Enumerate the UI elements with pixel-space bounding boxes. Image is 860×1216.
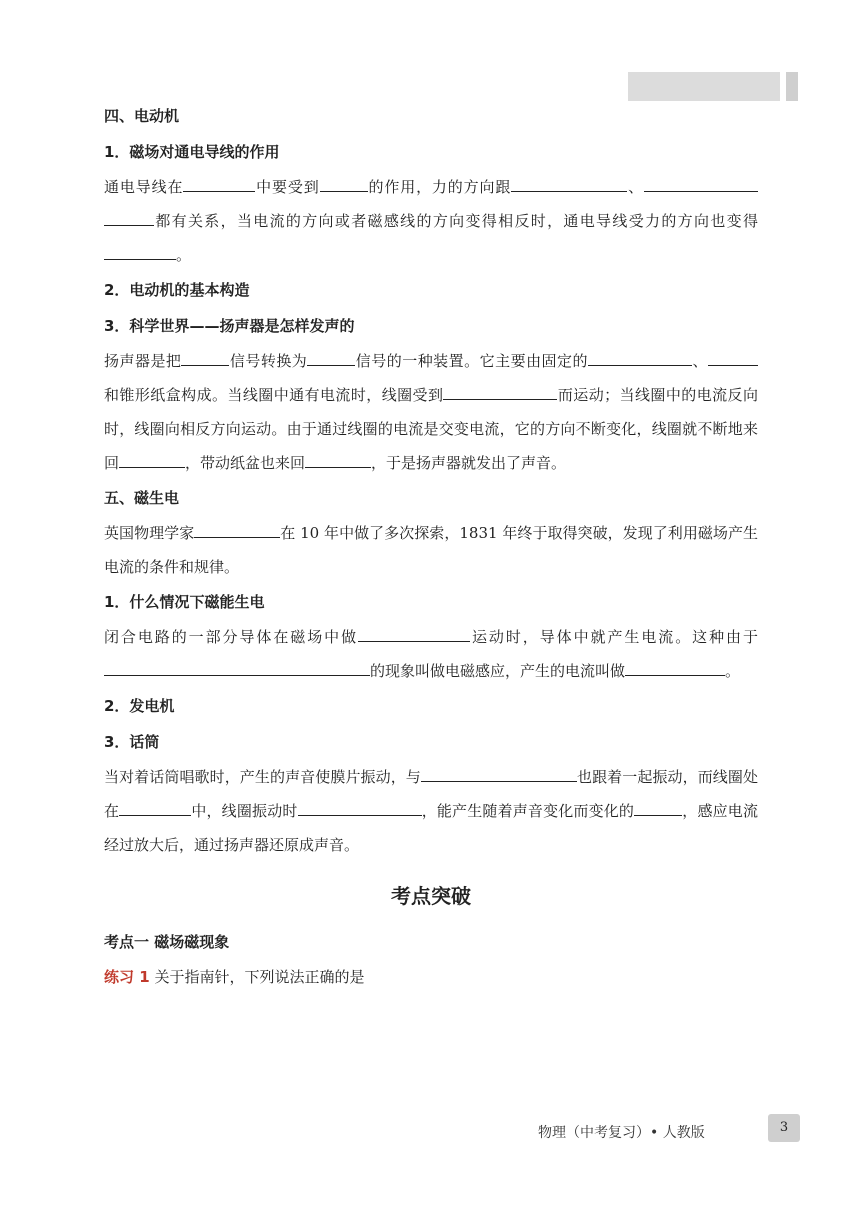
- blank[interactable]: [644, 174, 758, 192]
- blank[interactable]: [588, 348, 692, 366]
- blank[interactable]: [443, 382, 557, 400]
- paragraph-faraday: 英国物理学家 在 10 年中做了多次探索，1831 年终于取得突破，发现了利用磁场产生电流的条件和规律。: [104, 516, 758, 584]
- blank[interactable]: [181, 348, 229, 366]
- blank[interactable]: [298, 798, 422, 816]
- blank[interactable]: [104, 242, 176, 260]
- heading-motor: 四、电动机: [104, 107, 180, 125]
- blank[interactable]: [511, 174, 627, 192]
- blank[interactable]: [625, 658, 695, 676]
- blank[interactable]: [634, 798, 682, 816]
- blank[interactable]: [104, 208, 154, 226]
- paragraph-microphone: 当对着话筒唱歌时，产生的声音使膜片振动，与 也跟着一起振动，而线圈处在 中，线圈振动时 ，能产生随着声音变化而变化的 ，感应电流经过放大后，通过扬声器还原成声音。: [104, 760, 758, 862]
- blank[interactable]: [305, 450, 371, 468]
- topic-heading: 考点一 磁场磁现象: [104, 933, 230, 951]
- exercise-text: 关于指南针，下列说法正确的是: [149, 968, 365, 986]
- exercise-1: [104, 960, 758, 994]
- subheading-force-on-wire: 1．磁场对通电导线的作用: [104, 143, 280, 161]
- subheading-speaker: 3．科学世界——扬声器是怎样发声的: [104, 317, 355, 335]
- blank[interactable]: [104, 658, 370, 676]
- header-decoration-bar: [628, 72, 780, 101]
- section-title-breakthrough: 考点突破: [391, 884, 471, 908]
- paragraph-force-on-wire: 通电导线在 中要受到 的作用，力的方向跟 、都有关系，当电流的方向或者磁感线的方向变得相反时，通电导线受力的方向也变得。: [104, 170, 758, 272]
- blank[interactable]: [358, 624, 470, 642]
- subheading-microphone: 3．话筒: [104, 733, 160, 751]
- page-content: [104, 98, 758, 994]
- exercise-label: 练习 1: [104, 968, 150, 986]
- subheading-induction-condition: 1．什么情况下磁能生电: [104, 593, 265, 611]
- subheading-motor-structure: 2．电动机的基本构造: [104, 281, 250, 299]
- blank[interactable]: [194, 520, 280, 538]
- blank[interactable]: [708, 348, 758, 366]
- heading-magnetism-electricity: 五、磁生电: [104, 489, 180, 507]
- blank[interactable]: [119, 798, 191, 816]
- page-number: 3: [768, 1114, 800, 1142]
- paragraph-induction: 闭合电路的一部分导体在磁场中做 运动时，导体中就产生电流。这种由于的现象叫做电磁感应，产生的电流叫做 。: [104, 620, 758, 688]
- subheading-generator: 2．发电机: [104, 697, 175, 715]
- blank[interactable]: [320, 174, 368, 192]
- header-decoration-tab: [786, 72, 798, 101]
- paragraph-speaker: 扬声器是把 信号转换为 信号的一种装置。它主要由固定的 、和锥形纸盒构成。当线圈中通有电流时，线圈受到 而运动；当线圈中的电流反向时，线圈向相反方向运动。由于通过线圈的电流是交变电流，它的方向不断变化，线圈就不断地来回 ，带动纸盆也来回 ，于是扬声器就发出了声音。: [104, 344, 758, 480]
- blank[interactable]: [183, 174, 255, 192]
- blank[interactable]: [119, 450, 185, 468]
- footer-book-title: 物理（中考复习）• 人教版: [538, 1125, 705, 1141]
- blank[interactable]: [421, 764, 577, 782]
- blank[interactable]: [307, 348, 355, 366]
- blank[interactable]: [695, 658, 725, 676]
